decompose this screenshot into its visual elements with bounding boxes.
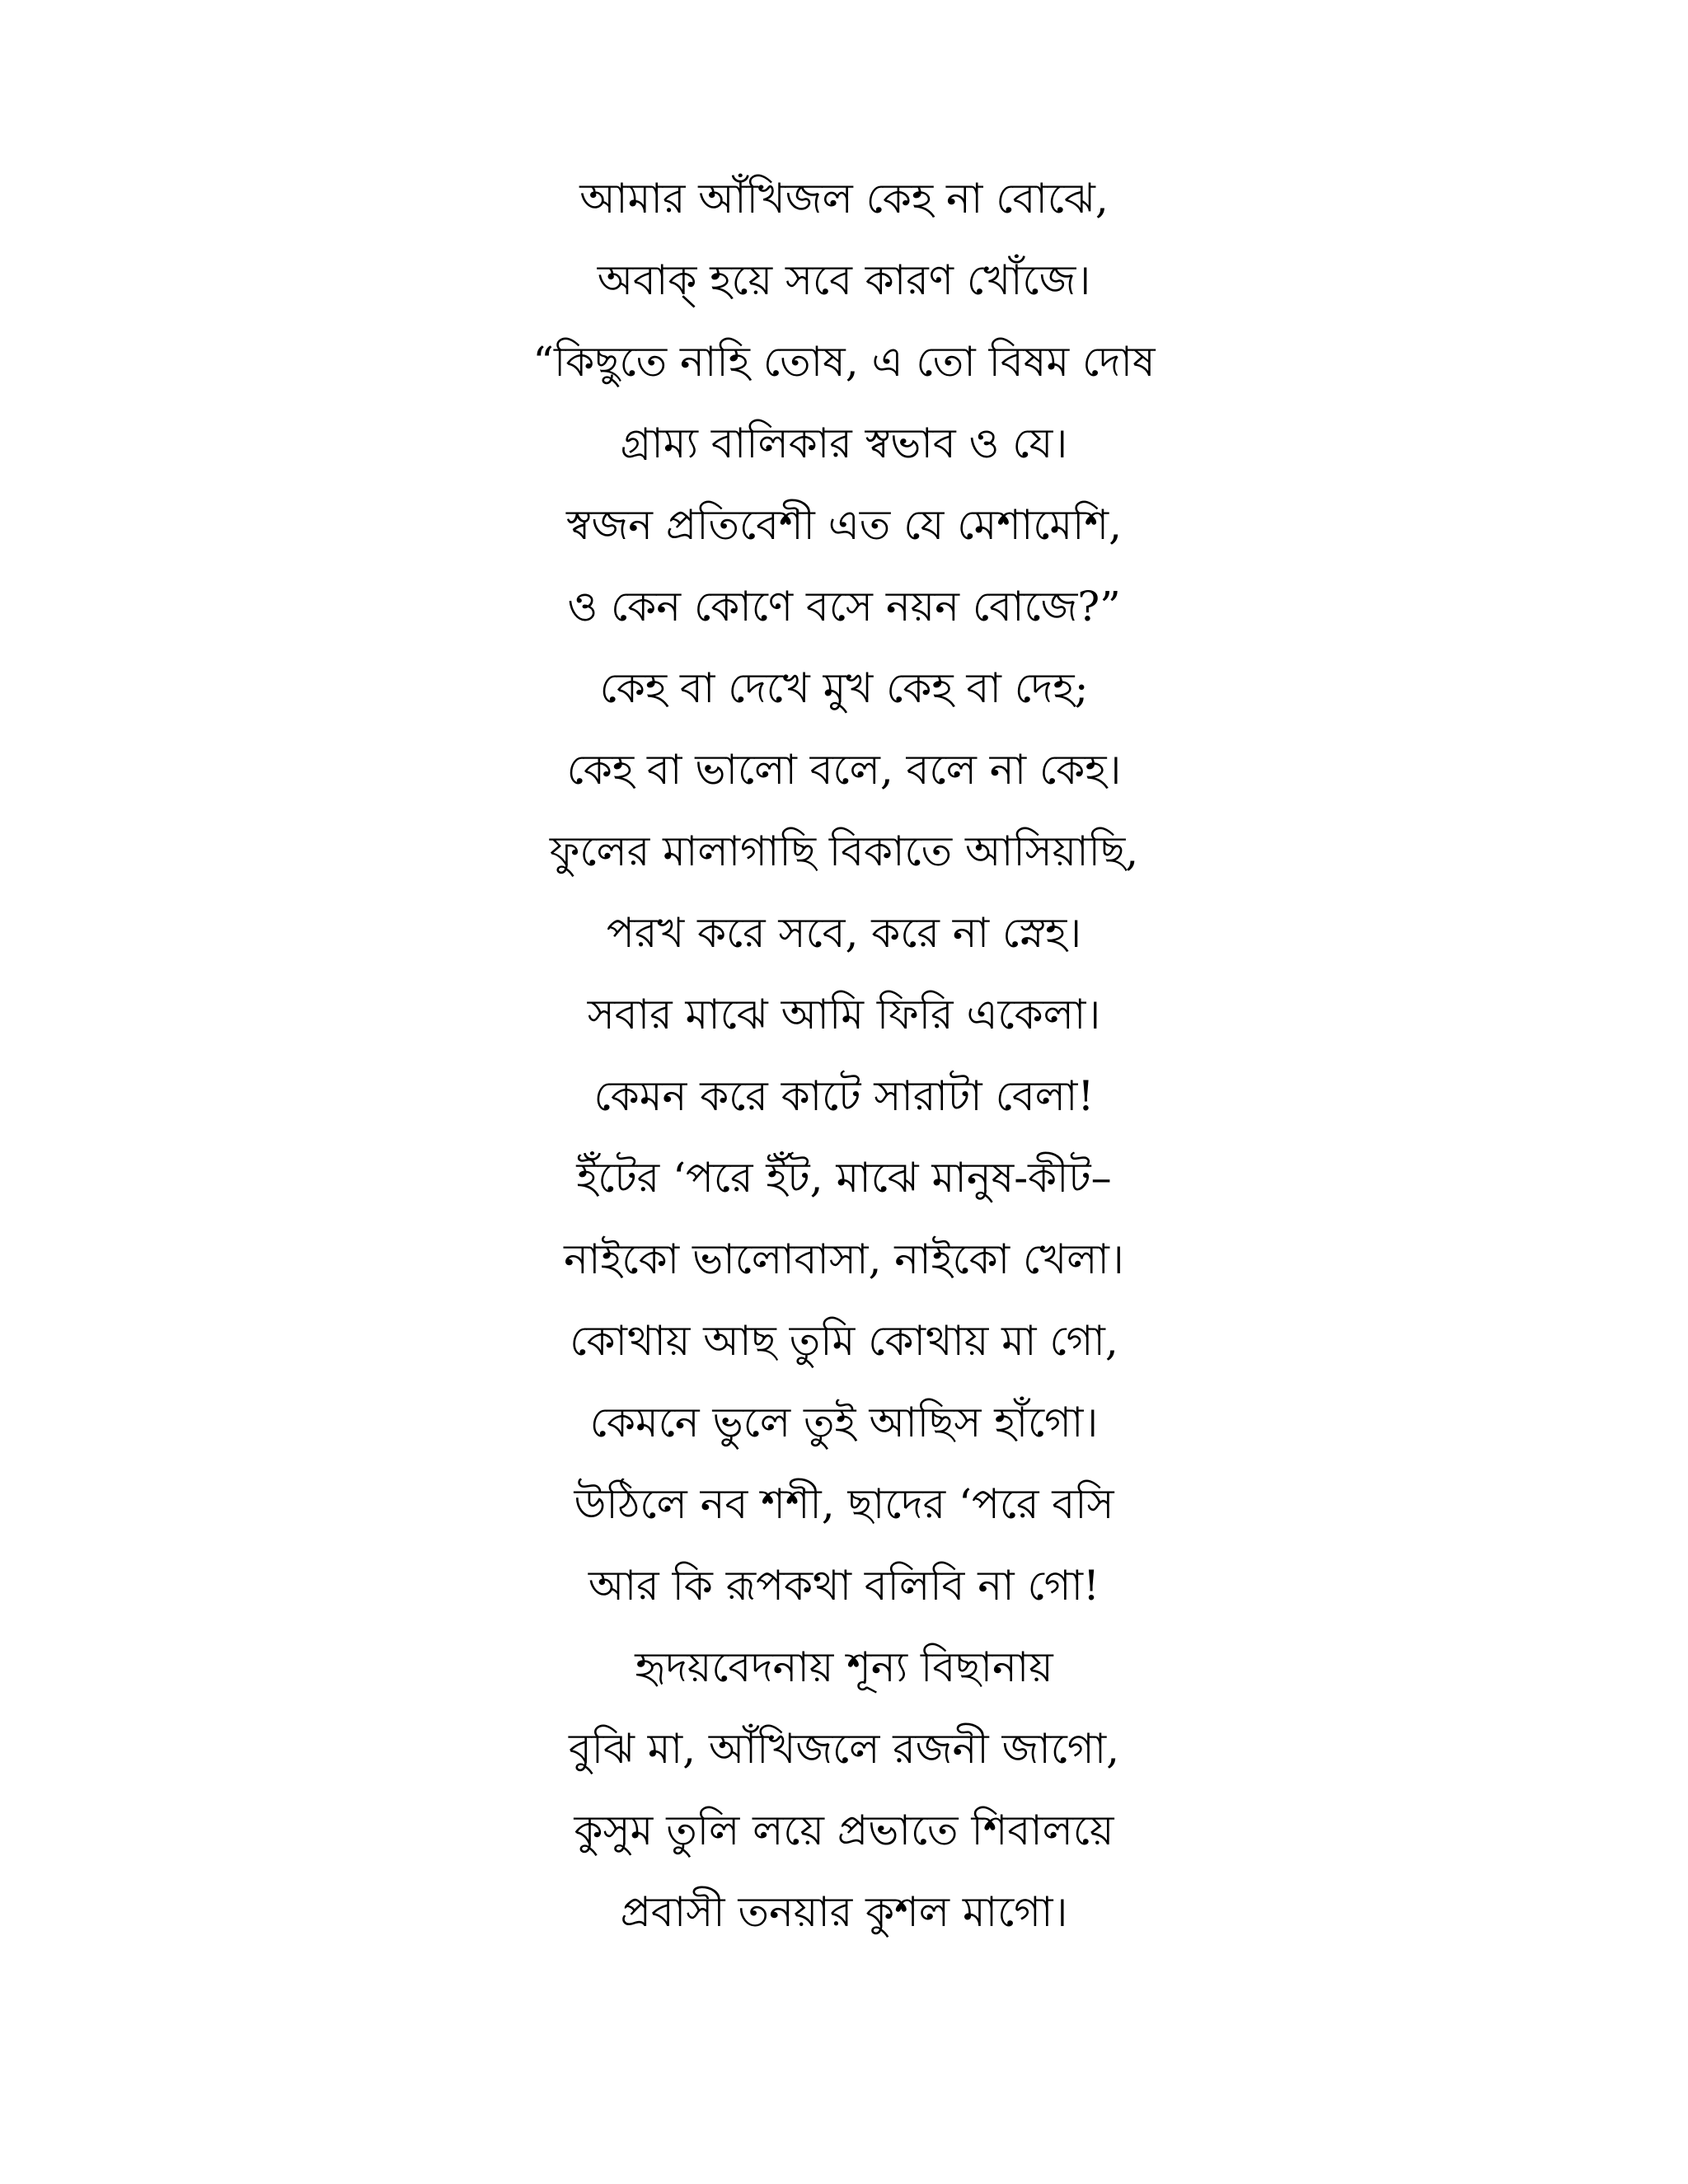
poem-line-3: “কিছুতে নাহি তোষ, এ তো বিষম দোষ [532,338,1156,386]
poem-line-16: কেমনে ভুলে তুই আছিস হাঁগো। [589,1399,1099,1446]
poem-line-18: আর কি রূপকথা বলিবি না গো! [588,1562,1100,1610]
poem-line-7: কেহ বা দেখে মুখ কেহ বা দেহ; [599,664,1089,712]
poem-line-6: ও কেন কোণে বসে নয়ন বোজে?” [567,583,1121,630]
poem-line-13: ইঁটের ‘পরে ইঁট, মাঝে মানুষ-কীট– [576,1154,1112,1202]
poem-line-5: স্বজন প্রতিবেশী এত যে মেশামেশি, [566,501,1122,549]
poem-line-11: সবার মাঝে আমি ফিরি একেলা। [587,991,1101,1038]
poem-line-1: আমার আঁখিজল কেহ না বোঝে, [579,175,1109,223]
poem-line-9: ফুলের মালাগাছি বিকাতে আসিয়াছি, [549,827,1139,875]
poem-line-21: কুসুম তুলি লয়ে প্রভাতে শিবালয়ে [574,1807,1114,1854]
poem-line-4: গ্রাম্য বালিকার স্বভাব ও যে। [620,419,1068,467]
poem-line-15: কোথায় আছ তুমি কোথায় মা গো, [570,1317,1118,1365]
poem-line-17: উঠিলে নব শশী, ছাদের ‘পরে বসি [574,1480,1114,1528]
poem-line-20: বুঝি মা, আঁখিজলে রজনী জাগো, [568,1725,1120,1773]
poem-line-19: হৃদয়বেদনায় শূন্য বিছানায় [635,1643,1053,1691]
poem-line-14: নাইকো ভালোবাসা, নাইকো খেলা। [564,1235,1124,1283]
poem [0,158,1688,1953]
poem-line-22: প্রবাসী তনয়ার কুশল মাগো। [620,1888,1068,1936]
poem-line-8: কেহ বা ভালো বলে, বলে না কেহ। [566,746,1122,794]
poem-line-12: কেমন করে কাটে সারাটা বেলা! [593,1072,1095,1120]
poem-line-2: অবাক্‌ হয়ে সবে কারণ খোঁজে। [597,256,1091,304]
poem-line-10: পরখ করে সবে, করে না স্নেহ। [606,909,1082,957]
